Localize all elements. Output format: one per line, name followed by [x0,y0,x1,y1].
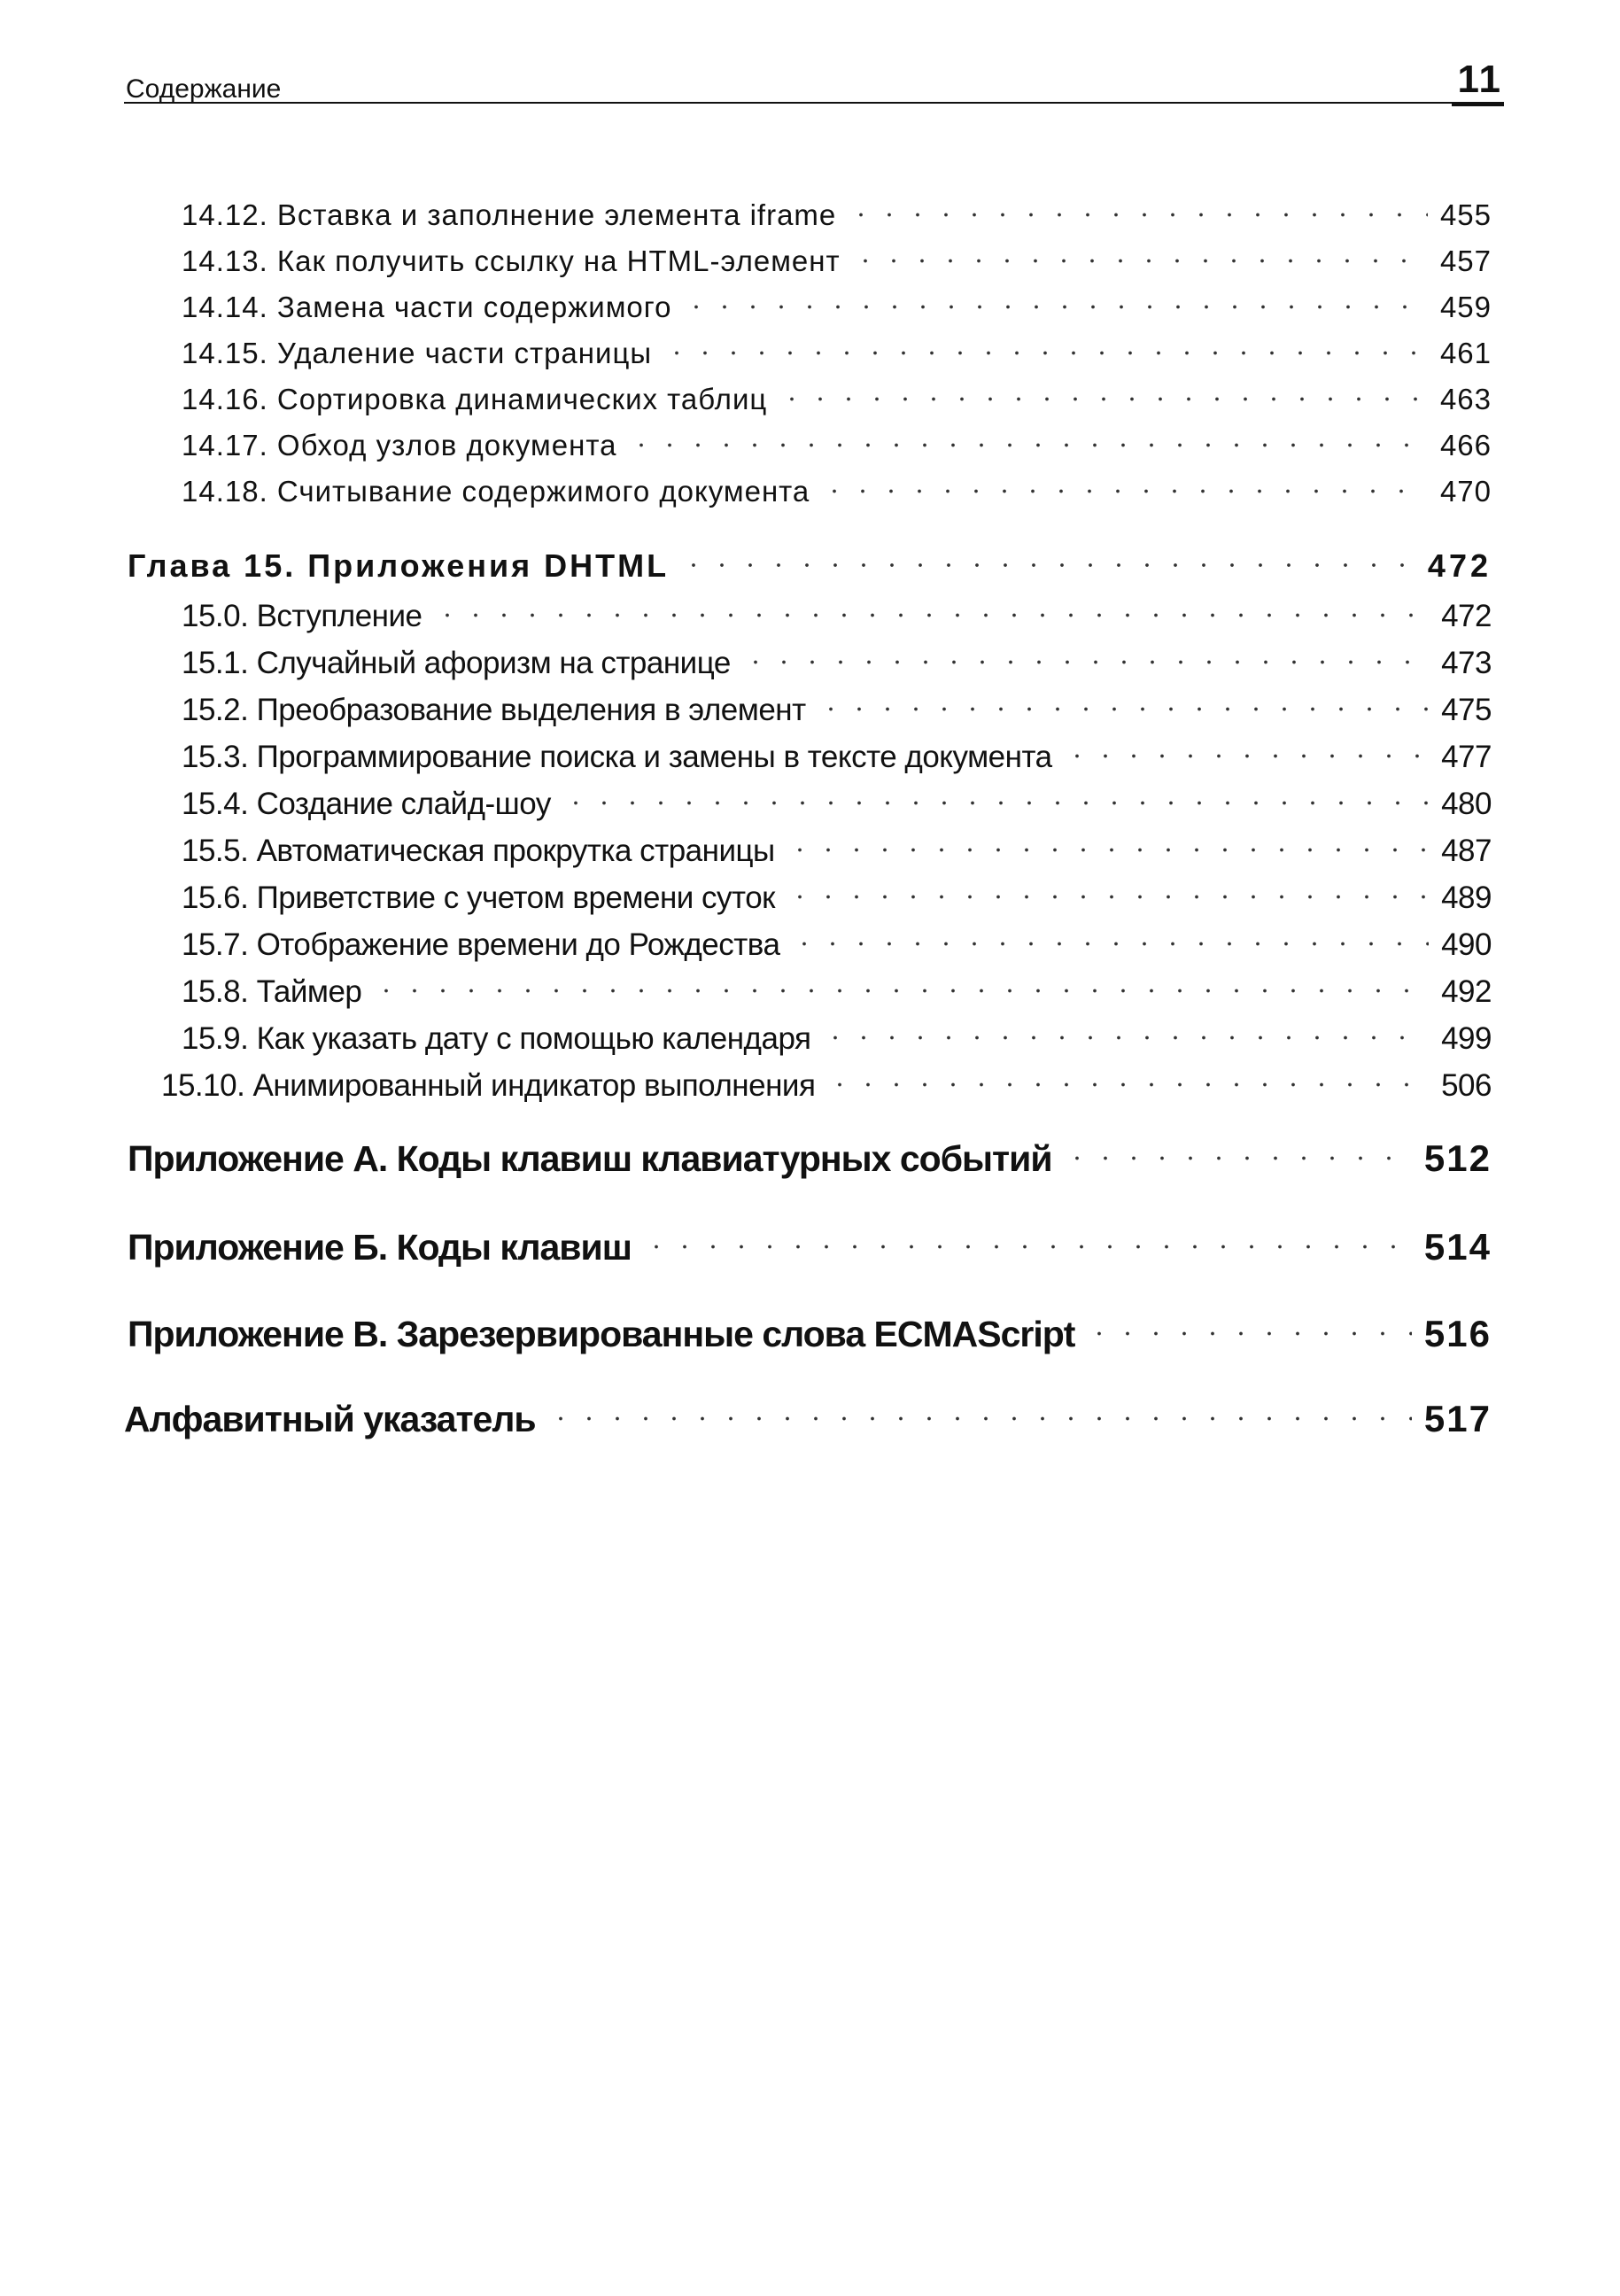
toc-entry-title: 15.0. Вступление [182,599,422,633]
toc-leader [1080,1315,1411,1352]
toc-leader [367,975,1429,1006]
section-name: Содержание [126,74,282,104]
toc-entry-14-18 [182,472,1492,508]
toc-leader [846,246,1428,275]
toc-leader [811,694,1429,725]
toc-entry-page: 516 [1423,1313,1492,1354]
toc-entry-title: 15.8. Таймер [182,974,362,1009]
toc-entry-page: 466 [1439,429,1492,462]
toc-entry-14-14 [182,288,1492,324]
toc-entry-15-4 [182,783,1492,822]
toc-leader [820,1069,1429,1100]
toc-leader [428,600,1430,631]
running-header [124,58,1504,112]
toc-entry-page: 512 [1423,1137,1492,1179]
toc-entry-15-3 [182,736,1492,775]
toc-entry-page: 472 [1427,547,1492,584]
toc-entry-15-0 [182,595,1492,634]
toc-entry-15-7 [182,924,1492,963]
toc-entry-title: 15.10. Анимированный индикатор выполнения [161,1068,816,1103]
toc-entry-title: 15.9. Как указать дату с помощью календаря [182,1021,811,1056]
toc-entry-page: 473 [1441,646,1492,680]
toc-entry-title: 15.7. Отображение времени до Рождества [182,927,780,962]
toc-entry-title: Глава 15. Приложения DHTML [128,547,670,584]
toc-appendix-v [128,1310,1492,1355]
page-number: 11 [1452,58,1504,106]
toc-entry-page: 457 [1439,244,1492,277]
toc-entry-15-10 [161,1065,1492,1104]
toc-leader [772,384,1428,414]
toc-entry-page: 492 [1441,974,1492,1009]
toc-entry-14-13 [182,242,1492,278]
toc-entry-15-1 [182,642,1492,681]
header-rule [124,102,1504,104]
toc-entry-page: 487 [1441,834,1492,868]
toc-entry-14-12 [182,196,1492,232]
toc-entry-15-9 [182,1018,1492,1057]
toc-leader [1058,741,1430,772]
toc-leader [780,881,1429,912]
toc-entry-15-8 [182,971,1492,1010]
toc-entry-title: 14.14. Замена части содержимого [182,291,672,323]
toc-entry-title: 14.12. Вставка и заполнение элемента iframe [182,198,837,231]
toc-leader [677,292,1428,322]
toc-entry-title: 14.16. Сортировка динамических таблиц [182,383,768,415]
toc-entry-14-15 [182,334,1492,370]
toc-entry-page: 506 [1441,1068,1492,1103]
toc-entry-14-16 [182,380,1492,416]
toc-entry-title: Приложение А. Коды клавиш клавиатурных событий [128,1138,1052,1179]
toc-entry-page: 472 [1441,599,1492,633]
toc-index [124,1395,1492,1440]
toc-entry-page: 517 [1423,1398,1492,1439]
toc-leader [674,549,1415,581]
toc-entry-15-6 [182,877,1492,916]
toc-leader [780,834,1429,865]
toc-leader [556,787,1429,818]
toc-entry-page: 480 [1441,787,1492,821]
toc-entry-14-17 [182,426,1492,462]
toc-entry-page: 455 [1439,198,1492,231]
toc-entry-title: Приложение Б. Коды клавиш [128,1227,632,1268]
toc-entry-title: 15.1. Случайный афоризм на странице [182,646,731,680]
toc-entry-title: Приложение В. Зарезервированные слова ECMAScript [128,1314,1075,1354]
toc-appendix-a [128,1135,1492,1180]
toc-entry-title: 15.5. Автоматическая прокрутка страницы [182,834,775,868]
toc-leader [1058,1140,1412,1176]
toc-leader [622,430,1428,460]
toc-chapter-15 [128,545,1492,585]
toc-entry-page: 499 [1441,1021,1492,1056]
toc-entry-title: Алфавитный указатель [124,1399,536,1439]
toc-leader [736,647,1429,678]
toc-entry-page: 463 [1439,383,1492,415]
toc-leader [657,338,1428,368]
toc-leader [815,477,1428,506]
toc-entry-15-5 [182,830,1492,869]
toc-leader [637,1229,1412,1265]
toc-entry-page: 475 [1441,693,1492,727]
toc-entry-page: 477 [1441,740,1492,774]
toc-entry-page: 470 [1439,475,1492,508]
toc-leader [841,200,1428,229]
toc-entry-title: 14.15. Удаление части страницы [182,337,653,369]
toc-entry-page: 489 [1441,880,1492,915]
toc-entry-page: 490 [1441,927,1492,962]
toc-entry-title: 15.4. Создание слайд-шоу [182,787,551,821]
toc-leader [541,1400,1412,1437]
toc-entry-page: 461 [1439,337,1492,369]
toc-leader [785,928,1429,959]
toc-entry-page: 459 [1439,291,1492,323]
toc-entry-15-2 [182,689,1492,728]
toc-entry-page: 514 [1423,1226,1492,1268]
toc-leader [816,1022,1429,1053]
toc-entry-title: 15.2. Преобразование выделения в элемент [182,693,806,727]
toc-entry-title: 15.3. Программирование поиска и замены в тексте документа [182,740,1052,774]
toc-entry-title: 14.17. Обход узлов документа [182,429,617,462]
toc-entry-title: 15.6. Приветствие с учетом времени суток [182,880,775,915]
toc-entry-title: 14.18. Считывание содержимого документа [182,475,810,508]
toc-appendix-b [128,1223,1492,1268]
toc-entry-title: 14.13. Как получить ссылку на HTML-элемент [182,244,841,277]
